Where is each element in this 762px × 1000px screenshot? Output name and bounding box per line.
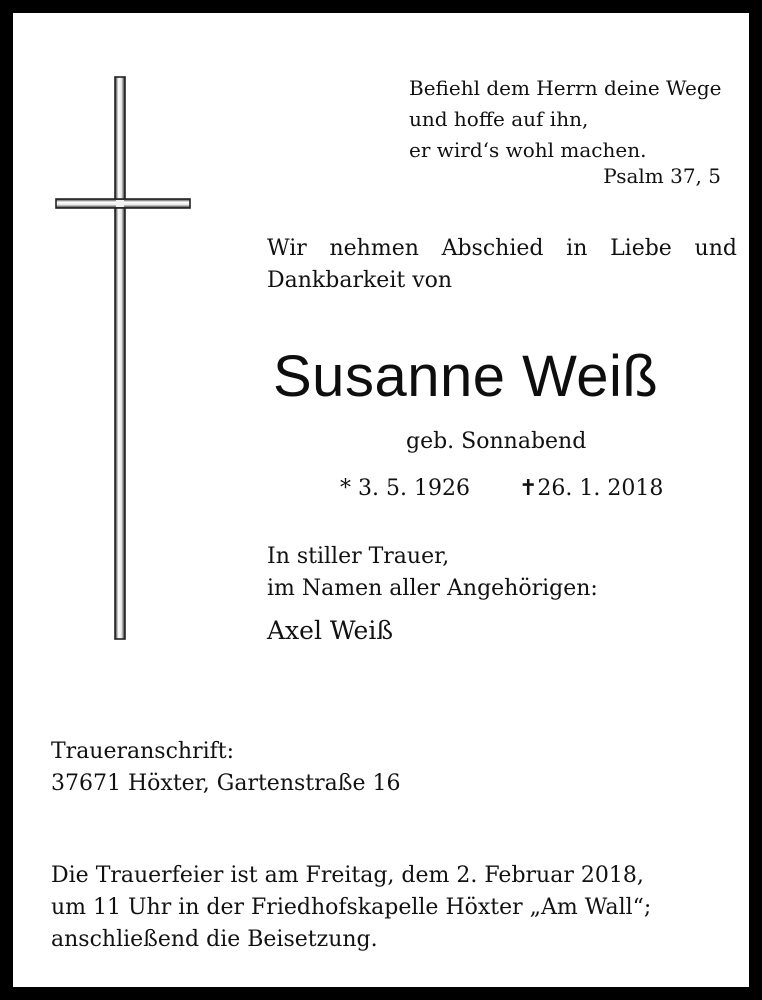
verse-line: er wird‘s wohl machen. bbox=[409, 138, 647, 162]
address-label: Traueranschrift: bbox=[51, 739, 235, 764]
ceremony-line: Die Trauerfeier ist am Freitag, dem 2. Februar 2018, bbox=[51, 863, 644, 888]
maiden-name: geb. Sonnabend bbox=[406, 429, 587, 454]
death-date: ✝26. 1. 2018 bbox=[519, 476, 664, 501]
verse-reference: Psalm 37, 5 bbox=[603, 164, 721, 188]
farewell-word: Liebe bbox=[610, 236, 672, 261]
verse-line: Befiehl dem Herrn deine Wege bbox=[409, 76, 722, 100]
farewell-line: Dankbarkeit von bbox=[267, 268, 453, 293]
deceased-name: Susanne Weiß bbox=[273, 344, 659, 409]
birth-date: * 3. 5. 1926 bbox=[340, 476, 470, 501]
mourning-address bbox=[51, 736, 400, 800]
bible-verse bbox=[409, 73, 721, 166]
mourning-line: im Namen aller Angehörigen: bbox=[267, 576, 598, 601]
farewell-line bbox=[267, 233, 737, 265]
verse-line: und hoffe auf ihn, bbox=[409, 107, 589, 131]
farewell-word: Wir bbox=[267, 236, 307, 261]
farewell-word: in bbox=[566, 236, 588, 261]
funeral-ceremony-info bbox=[51, 860, 651, 956]
signer-name: Axel Weiß bbox=[267, 616, 394, 645]
farewell-word: Abschied bbox=[441, 236, 544, 261]
address-value: 37671 Höxter, Gartenstraße 16 bbox=[51, 771, 401, 796]
cross-icon bbox=[54, 75, 194, 641]
mourning-text bbox=[267, 541, 598, 605]
farewell-word: nehmen bbox=[329, 236, 419, 261]
mourning-line: In stiller Trauer, bbox=[267, 544, 450, 569]
ceremony-line: um 11 Uhr in der Friedhofskapelle Höxter „Am Wall“; bbox=[51, 895, 652, 920]
farewell-text bbox=[267, 233, 737, 297]
ceremony-line: anschließend die Beisetzung. bbox=[51, 927, 378, 952]
farewell-word: und bbox=[694, 236, 737, 261]
